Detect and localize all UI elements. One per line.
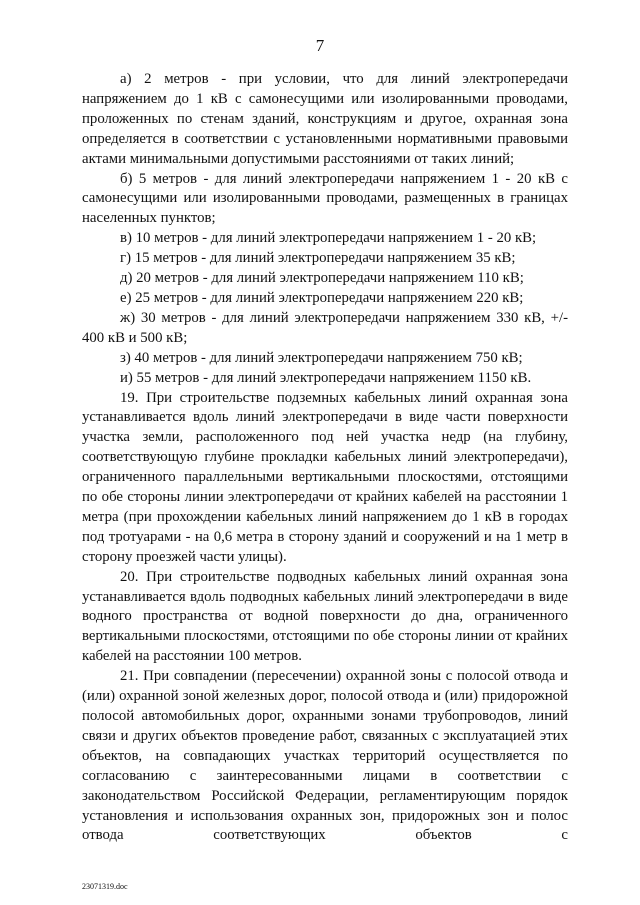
paragraph-z: з) 40 метров - для линий электропередачи напряжением 750 кВ;: [120, 349, 523, 366]
paragraph-20: 20. При строительстве подводных кабельных линий охранная зона устанавливается вдоль подводных кабельных линий электропередачи в виде водного пространства от водной поверхности до дна, ограниченного вертикальными плоскостями, отстоящими по обе стороны линии от крайних кабелей на расстоянии 100 метров.: [82, 568, 568, 665]
paragraph-b: б) 5 метров - для линий электропередачи напряжением 1 - 20 кВ с самонесущими или изолированными проводами, размещенных в границах населенных пунктов;: [82, 170, 568, 227]
page-number: 7: [315, 36, 325, 55]
paragraph-v: в) 10 метров - для линий электропередачи напряжением 1 - 20 кВ;: [120, 230, 537, 247]
paragraph-21: 21. При совпадении (пересечении) охранной зоны с полосой отвода и (или) охранной зоной железных дорог, полосой отвода и (или) придорожной полосой автомобильных дорог, охранными зонами трубопроводов, линий связи и других объектов проведение работ, связанных с эксплуатацией этих объектов, на совпадающих участках территорий осуществляется по согласованию с заинтересованными лицами в соответствии с законодательством Российской Федерации, регламентирующим порядок установления и использования охранных зон, придорожных зон и полос отвода соответствующих объектов с: [82, 668, 568, 844]
paragraph-d: д) 20 метров - для линий электропередачи напряжением 110 кВ;: [120, 270, 524, 287]
footer-filename: 23071319.doc: [82, 882, 128, 891]
paragraph-g: г) 15 метров - для линий электропередачи напряжением 35 кВ;: [120, 250, 516, 267]
paragraph-a: а) 2 метров - при условии, что для линий электропередачи напряжением до 1 кВ с самонесущими или изолированными проводами, проложенных по стенам зданий, конструкциям и другое, охранная зона определяется в соответствии с установленными нормативными правовыми актами минимальными допустимыми расстояниями от таких линий;: [82, 71, 568, 167]
paragraph-e: е) 25 метров - для линий электропередачи напряжением 220 кВ;: [120, 289, 524, 306]
paragraph-i: и) 55 метров - для линий электропередачи напряжением 1150 кВ.: [120, 369, 532, 386]
paragraph-zh: ж) 30 метров - для линий электропередачи напряжением 330 кВ, +/- 400 кВ и 500 кВ;: [82, 309, 568, 346]
document-body: [82, 70, 568, 846]
paragraph-19: 19. При строительстве подземных кабельных линий охранная зона устанавливается вдоль линий электропередачи в виде части поверхности участка земли, расположенного под ней участка недр (на глубину, соответствующую глубине прокладки кабельных линий электропередачи), ограниченного параллельными вертикальными плоскостями, отстоящими по обе стороны линии электропередачи от крайних кабелей на расстоянии 1 метра (при прохождении кабельных линий напряжением до 1 кВ в городах под тротуарами - на 0,6 метра в сторону зданий и сооружений и на 1 метр в сторону проезжей части улицы).: [82, 389, 568, 565]
